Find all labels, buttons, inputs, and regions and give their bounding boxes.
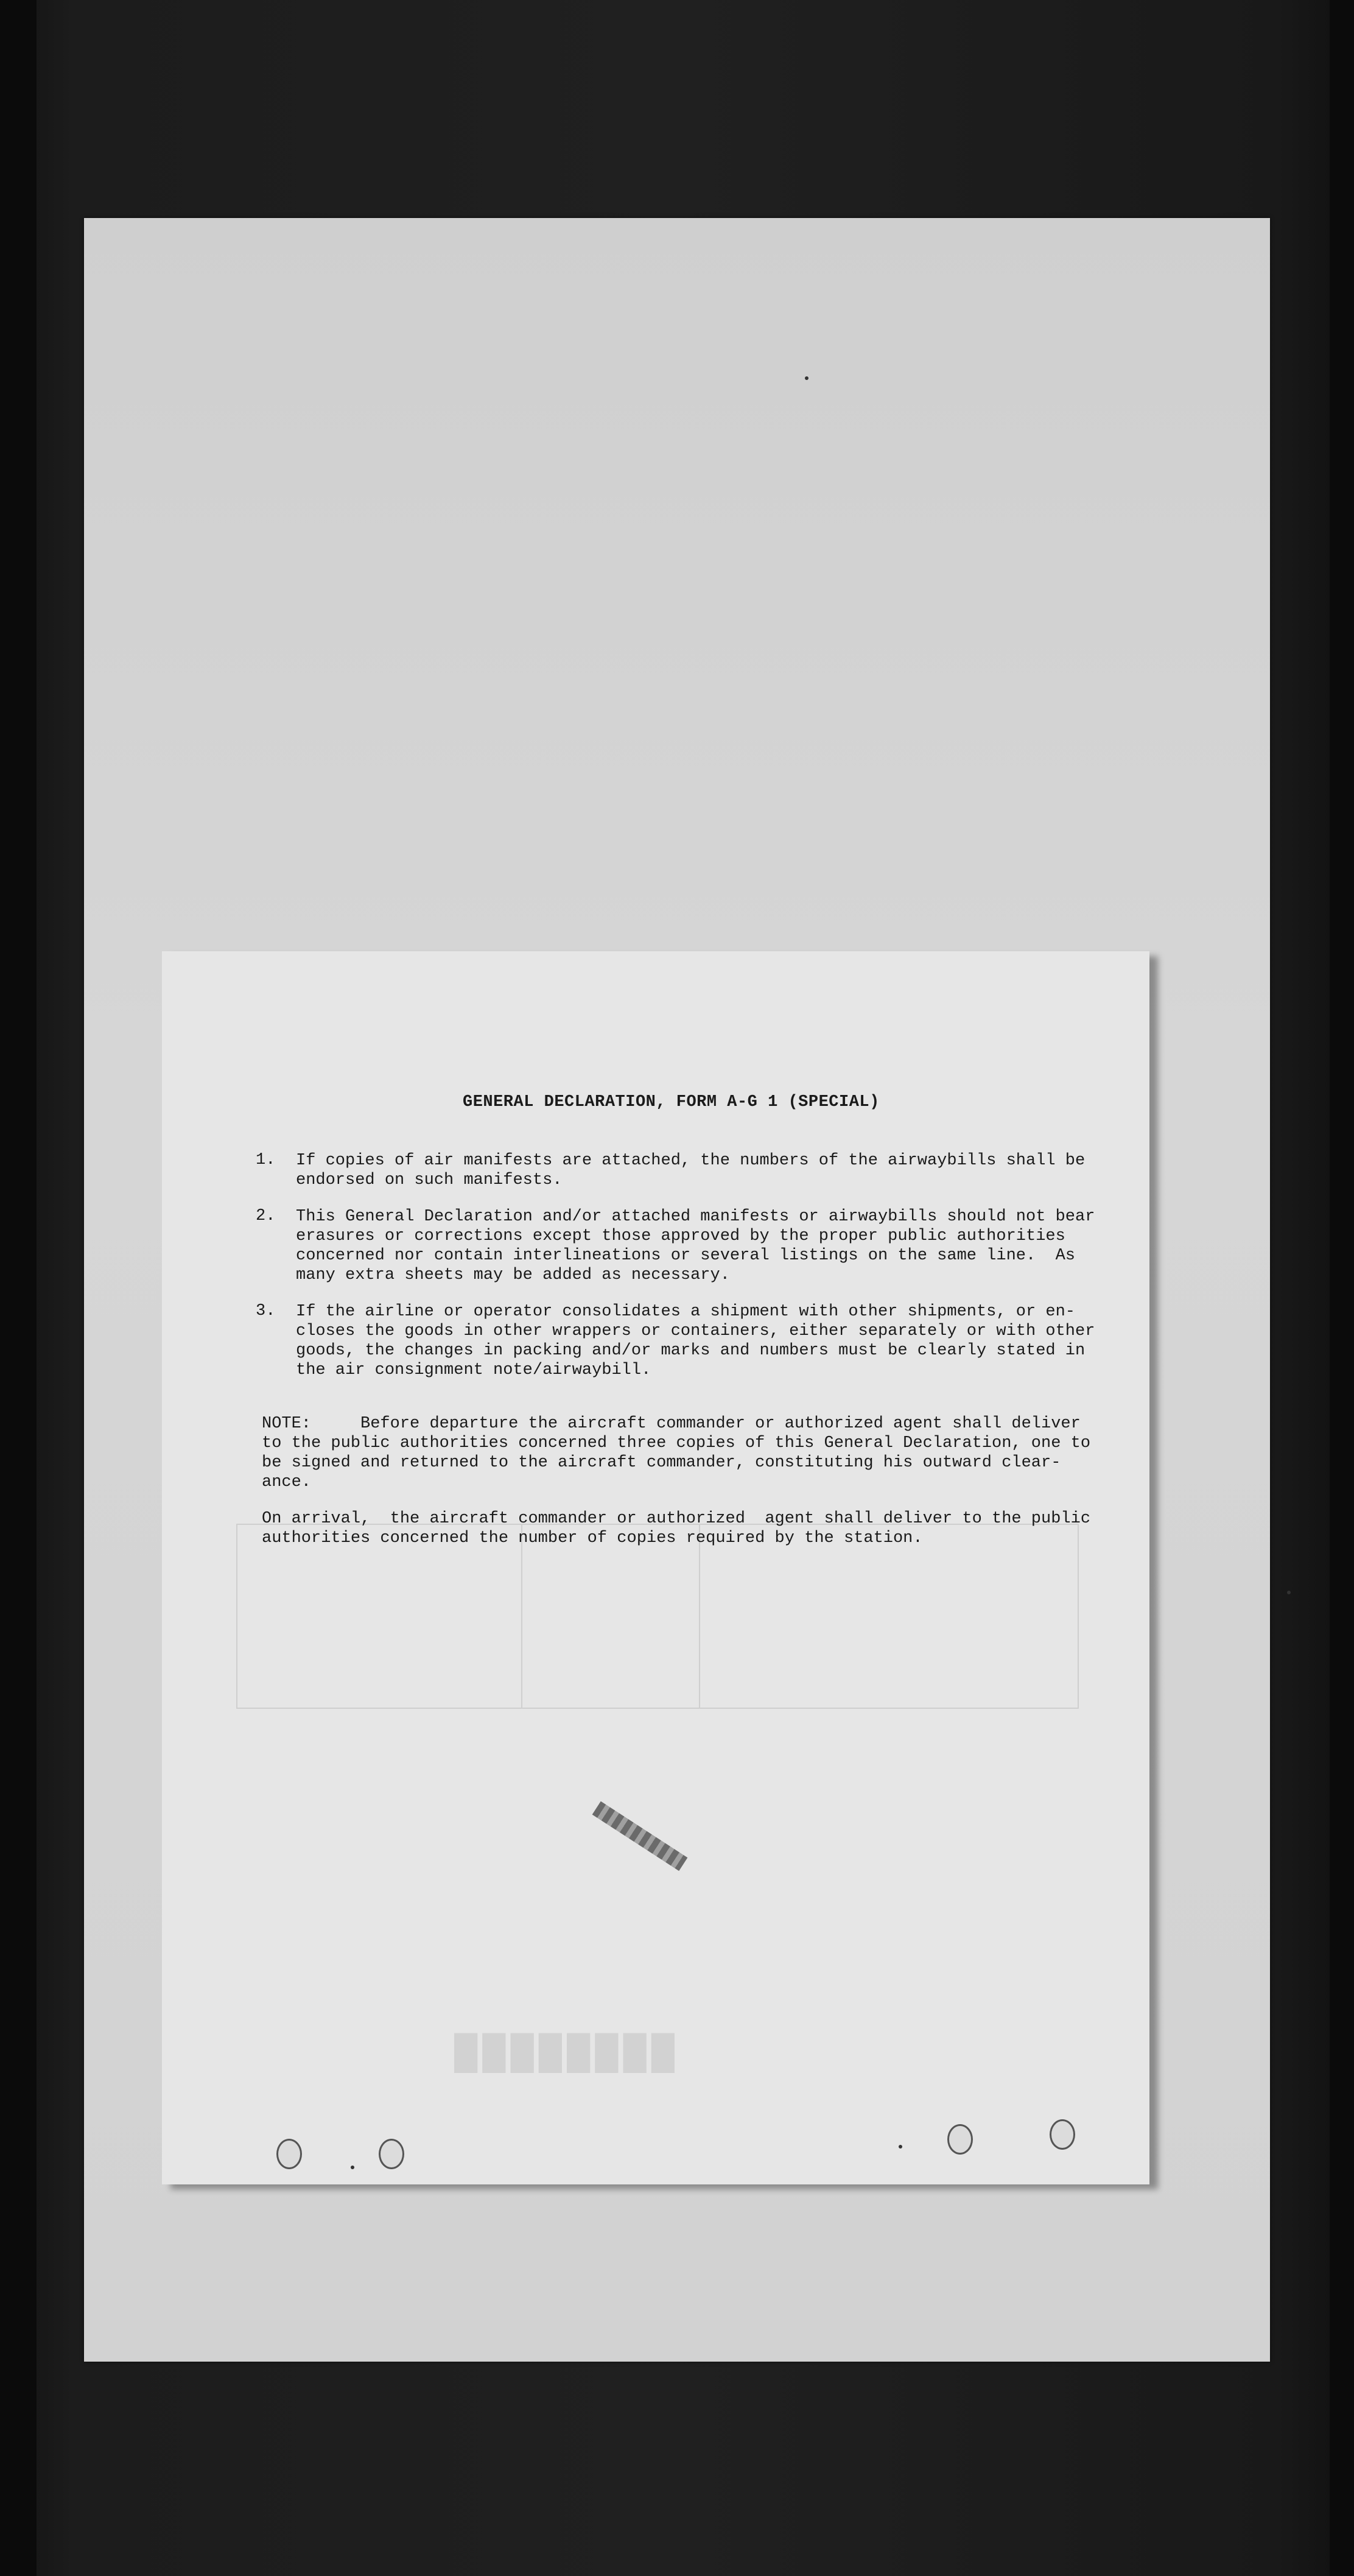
tape-mark: [592, 1801, 688, 1871]
dust-speck: [1287, 1591, 1291, 1594]
punch-hole: [947, 2124, 973, 2155]
item-2-line-2: erasures or corrections except those approved by the proper public authorities: [296, 1227, 1065, 1245]
item-2-number: 2.: [256, 1207, 276, 1225]
dust-speck: [351, 2166, 354, 2169]
item-3-line-3: goods, the changes in packing and/or marks and numbers must be clearly stated in: [296, 1342, 1086, 1360]
bleed-through-heading: ████████: [454, 2036, 680, 2072]
form-title: GENERAL DECLARATION, FORM A-G 1 (SPECIAL): [463, 1093, 880, 1111]
general-declaration-sheet: [162, 951, 1149, 2184]
dust-speck: [899, 2145, 902, 2148]
item-3-line-1: If the airline or operator consolidates a shipment with other shipments, or en-: [296, 1303, 1076, 1321]
item-2-line-4: many extra sheets may be added as necessary.: [296, 1266, 730, 1284]
item-3-line-2: closes the goods in other wrappers or containers, either separately or with other: [296, 1322, 1095, 1340]
punch-hole: [276, 2139, 302, 2169]
note-line-3: be signed and returned to the aircraft commander, constituting his outward clear-: [262, 1454, 1061, 1472]
item-1-number: 1.: [256, 1151, 276, 1169]
bleed-through-column: [521, 1524, 700, 1709]
item-2-line-1: This General Declaration and/or attached manifests or airwaybills should not bear: [296, 1208, 1095, 1226]
arrival-line-2: authorities concerned the number of copies required by the station.: [262, 1529, 923, 1547]
note-line-2: to the public authorities concerned three copies of this General Declaration, one to: [262, 1434, 1091, 1452]
punch-hole: [379, 2139, 404, 2169]
item-2-line-3: concerned nor contain interlineations or several listings on the same line. As: [296, 1247, 1076, 1265]
left-scan-edge: [0, 0, 37, 2576]
note-line-4: ance.: [262, 1473, 312, 1491]
right-scan-edge: [1330, 0, 1354, 2576]
note-line-1: NOTE: Before departure the aircraft commander or authorized agent shall deliver: [262, 1415, 1081, 1433]
item-1-line-2: endorsed on such manifests.: [296, 1171, 563, 1189]
arrival-line-1: On arrival, the aircraft commander or authorized agent shall deliver to the public: [262, 1510, 1091, 1528]
item-3-number: 3.: [256, 1302, 276, 1320]
dust-speck: [805, 376, 809, 380]
punch-hole: [1050, 2119, 1075, 2150]
item-1-line-1: If copies of air manifests are attached, the numbers of the airwaybills shall be: [296, 1152, 1086, 1170]
item-3-line-4: the air consignment note/airwaybill.: [296, 1361, 651, 1379]
